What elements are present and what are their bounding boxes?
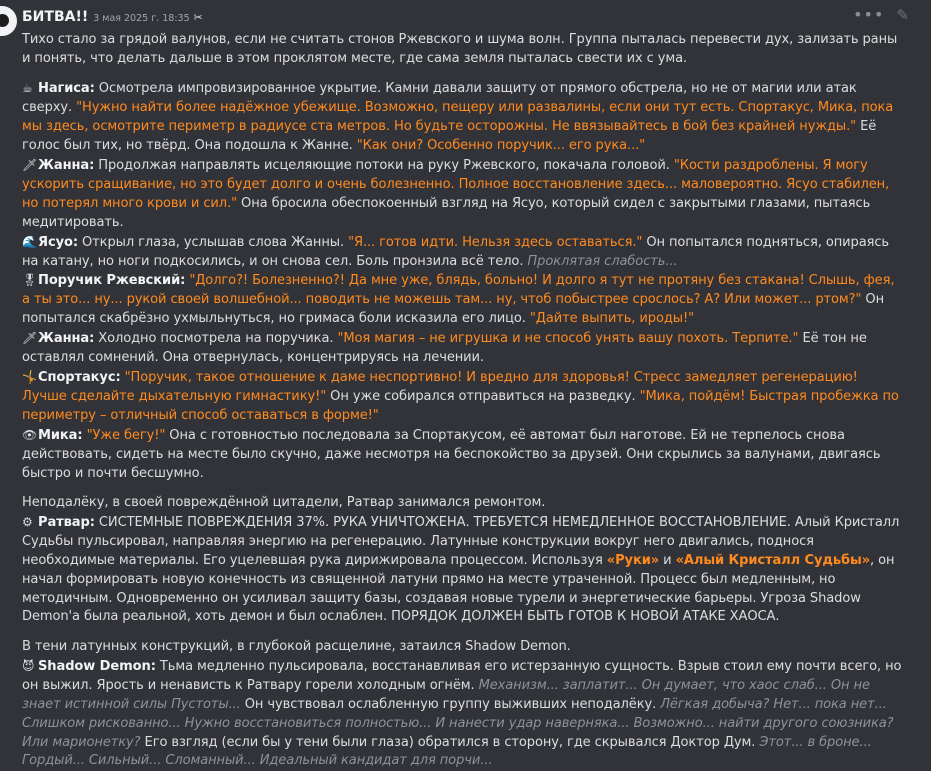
speaker-name: Ясуо: bbox=[38, 234, 78, 250]
post-header bbox=[22, 9, 203, 25]
speaker-name: Жанна: bbox=[38, 158, 95, 174]
speech: "Нужно найти более надёжное убежище. Возможно, пещеру или развалины, если они тут есть. Спортакус, Мика, пока мы здесь, осмотрите периметр в радиусе ста метров. Но будьте осторожны. Не ввязывайтесь в бой без крайней нужды." bbox=[22, 100, 894, 135]
story-ratvar-intro: Неподалёку, в своей повреждённой цитадели, Ратвар занимался ремонтом. bbox=[22, 495, 546, 511]
gear-icon: ⚙ bbox=[22, 514, 33, 529]
highlight: «Руки» bbox=[606, 552, 660, 568]
story-line-zhanna-2 bbox=[22, 329, 902, 368]
narration: Осмотрела импровизированное укрытие. Камни давали защиту от прямого обстрела, но не от магии или атак сверху. bbox=[22, 81, 857, 116]
wave-icon: 🌊 bbox=[22, 234, 37, 249]
post-author[interactable]: БИТВА!! bbox=[22, 9, 89, 25]
speaker-name: Спортакус: bbox=[38, 370, 121, 385]
story-line-zhanna bbox=[22, 156, 902, 233]
story-line-yasuo bbox=[22, 233, 902, 272]
narration: Его взгляд (если бы у тени были глаза) обратился в сторону, где скрывался Доктор Дум. bbox=[140, 734, 760, 750]
avatar[interactable] bbox=[0, 6, 17, 36]
story-line-rzhevsky bbox=[22, 271, 902, 329]
speech: "Поручик, такое отношение к даме неспортивно! И вредно для здоровья! Стресс замедляет регенерацию! Лучше сделайте дыхательную гимнастику!" bbox=[22, 370, 858, 404]
eye-icon: 👁 bbox=[22, 427, 38, 442]
story-line-mika bbox=[22, 426, 902, 484]
coffee-icon: ☕ bbox=[22, 81, 33, 96]
narration: Открыл глаза, услышав слова Жанны. bbox=[77, 234, 349, 250]
narration: Тьма медленно пульсировала, восстанавливая его истерзанную сущность. Взрыв стоил ему почти всего, но он выжил. Ярость и ненависть к Ратвару горели холодным огнём. bbox=[22, 658, 902, 693]
speech: "Моя магия – не игрушка и не способ унять вашу похоть. Терпите." bbox=[337, 331, 799, 347]
speaker-name: Нагиса: bbox=[38, 81, 95, 97]
thought: Механизм... заплатит... Он думает, что хаос слаб... Он не знает истинной силы Пустоты... bbox=[22, 677, 870, 712]
narration: Её голос был тих, но твёрд. Она подошла к Жанне. bbox=[22, 119, 877, 154]
speech: "Уже бегу!" bbox=[82, 427, 166, 443]
narration: Она бросила обеспокоенный взгляд на Ясуо, который сидел с закрытыми глазами, пытаясь медитировать. bbox=[22, 195, 871, 230]
speech: "Мика, пойдём! Быстрая пробежка по периметру – отличный способ оставаться в форме!" bbox=[22, 388, 899, 423]
narration: Он попытался подняться, опираясь на катану, но ноги подкосились, и он снова сел. Боль пронзила всё тело. bbox=[22, 234, 890, 269]
thought: Лёгкая добыча? Нет... пока нет... Слишком рискованно... Нужно восстановиться полностью... И нанести удар наверняка... Возможно... найти другого союзника? Или марионетку? bbox=[22, 696, 894, 750]
speech: "Кости раздроблены. Я могу ускорить сращивание, но это будет долго и очень болезненно. Полное восстановление здесь... маловероятно. Ясуо стабилен, но потерял много крови и сил." bbox=[22, 158, 890, 211]
story-demon-intro: В тени латунных конструкций, в глубокой расщелине, затаился Shadow Demon. bbox=[22, 638, 571, 654]
narration: Он уже собирался отправиться на разведку. bbox=[326, 388, 640, 404]
narration: Он чувствовал ослабленную группу выживших неподалёку. bbox=[240, 696, 661, 712]
narration: Холодно посмотрела на поручика. bbox=[94, 331, 338, 347]
speech: "Я... готов идти. Нельзя здесь оставаться." bbox=[348, 234, 643, 250]
speaker-name: Поручик Ржевский: bbox=[38, 273, 186, 289]
pencil-icon[interactable]: ✎ bbox=[896, 6, 909, 24]
thought: Проклятая слабость... bbox=[527, 253, 678, 269]
speaker-name: Shadow Demon: bbox=[38, 658, 156, 674]
devil-icon: 😈 bbox=[22, 658, 35, 673]
narration: Продолжая направлять исцеляющие потоки на руку Ржевского, покачала головой. bbox=[94, 158, 674, 174]
gymnast-icon: 🤸 bbox=[22, 370, 37, 384]
speaker-name: Жанна: bbox=[38, 331, 95, 347]
story-line-nagisa bbox=[22, 79, 902, 156]
narration: Её тон не оставлял сомнений. Она отвернулась, концентрируясь на лечении. bbox=[22, 331, 867, 366]
story-intro: Тихо стало за грядой валунов, если не считать стонов Ржевского и шума волн. Группа пыталась перевести дух, зализать раны и понять, что делать дальше в этом проклятом месте, где сама земля пыталась свести их с ума. bbox=[22, 32, 898, 66]
scissors-icon: ✂ bbox=[193, 11, 203, 24]
story-line-ratvar bbox=[22, 513, 902, 627]
narration: СИСТЕМНЫЕ ПОВРЕЖДЕНИЯ 37%. РУКА УНИЧТОЖЕНА. ТРЕБУЕТСЯ НЕМЕДЛЕННОЕ ВОССТАНОВЛЕНИЕ. Алый Кристалл Судьбы пульсировал, направляя энергию на регенерацию. Латунные конструкции вокруг него двигались, поднося необходимые материалы. Его уцелевшая рука дирижировала процессом. Используя bbox=[22, 514, 900, 568]
dagger-icon: 🗡 bbox=[22, 331, 38, 346]
story-line-sportacus bbox=[22, 368, 902, 426]
speech: "Как они? Особенно поручик... его рука..." bbox=[356, 138, 646, 154]
dagger-icon: 🗡 bbox=[22, 158, 38, 173]
narration: Он попытался скабрёзно ухмыльнуться, но гримаса боли исказила его лицо. bbox=[22, 292, 885, 327]
highlight: «Алый Кристалл Судьбы» bbox=[675, 552, 871, 568]
post-actions bbox=[853, 5, 909, 24]
narration: и bbox=[659, 552, 676, 568]
post-content bbox=[22, 31, 902, 771]
speech: "Дайте выпить, ироды!" bbox=[529, 311, 694, 327]
narration: Она с готовностью последовала за Спортакусом, её автомат был наготове. Ей не терпелось снова действовать, сидеть на месте было скучно, даже несмотря на беспокойство за друзей. Они скрылись за валунами, двигаясь быстро и почти бесшумно. bbox=[22, 427, 881, 481]
more-dots-icon[interactable]: ••• bbox=[853, 5, 885, 24]
thought: Этот... в броне... Гордый... Сильный... Сломанный... Идеальный кандидат для порчи... bbox=[22, 734, 872, 769]
speaker-name: Ратвар: bbox=[38, 514, 95, 530]
speech: "Долго?! Болезненно?! Да мне уже, блядь, больно! И долго я тут не протяну без стакана! Слышь, фея, а ты это... ну... рукой своей волшебной... поводить не можешь там... ну, чтоб побыстрее срослось? А? Или может... ртом?" bbox=[22, 273, 895, 308]
medal-icon: 🎖 bbox=[22, 273, 38, 288]
narration: , он начал формировать новую конечность из священной латуни прямо на месте утраченной. Процесс был медленным, но методичным. Одновременно он усиливал защиту базы, создавая новые турели и энергетические барьеры. Угроза Shadow Demon'а была реальной, хоть демон и был ослаблен. ПОРЯДОК ДОЛЖЕН БЫТЬ ГОТОВ К НОВОЙ АТАКЕ ХАОСА. bbox=[22, 552, 895, 625]
speaker-name: Мика: bbox=[38, 427, 83, 443]
story-line-shadow-demon bbox=[22, 657, 902, 771]
post-date: 3 мая 2025 г. 18:35 bbox=[93, 13, 190, 24]
